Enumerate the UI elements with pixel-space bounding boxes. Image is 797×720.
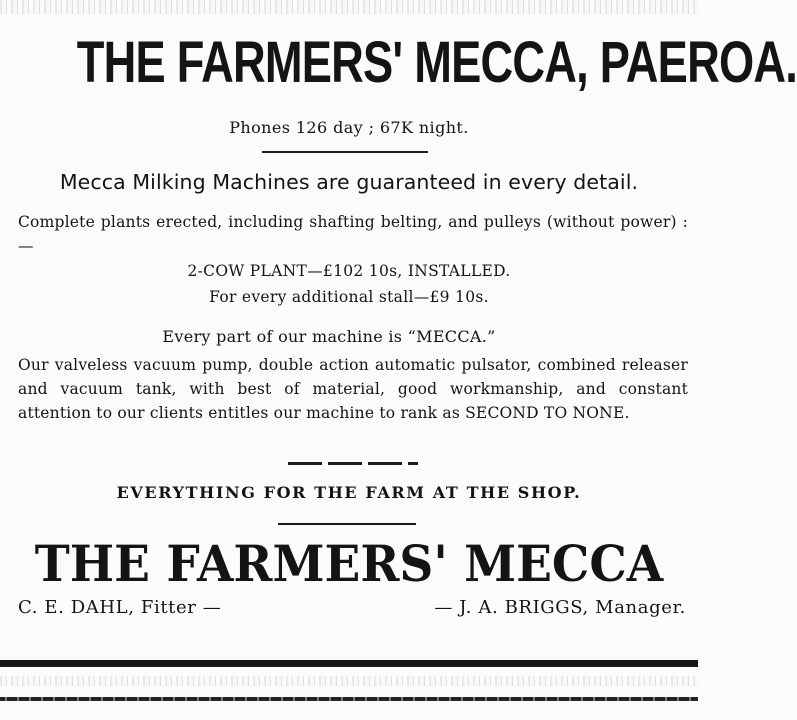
phone-numbers: Phones 126 day ; 67K night. <box>229 118 469 137</box>
divider-rule <box>262 151 428 153</box>
offer-line-1: 2-COW PLANT—£102 10s, INSTALLED. <box>187 262 511 280</box>
bottom-print-noise <box>0 676 698 686</box>
bottom-print-strip <box>0 697 698 701</box>
description-paragraph: Our valveless vacuum pump, double action automatic pulsator, combined releaser and vacuum tank, with best of material, good workmanship, and constant attention to our clients entitles our machine to rank as SECOND TO NONE. <box>18 356 688 422</box>
plants-paragraph: Complete plants erected, including shafting belting, and pulleys (without power) :— <box>18 213 688 255</box>
manager-signature: — J. A. BRIGGS, Manager. <box>434 597 686 618</box>
fitter-signature: C. E. DAHL, Fitter — <box>18 597 222 618</box>
divider-rule-2 <box>278 523 416 525</box>
subheadline: Mecca Milking Machines are guaranteed in every detail. <box>59 170 639 194</box>
headline: THE FARMERS' MECCA, PAEROA. <box>76 30 797 95</box>
offer-line-2: For every additional stall—£9 10s. <box>209 288 489 306</box>
shop-line: EVERYTHING FOR THE FARM AT THE SHOP. <box>116 483 582 502</box>
bottom-border-rule <box>0 660 698 667</box>
footer-name: THE FARMERS' MECCA <box>34 534 664 593</box>
dashed-divider <box>288 462 418 465</box>
top-print-noise <box>0 0 698 14</box>
mecca-line: Every part of our machine is “MECCA.” <box>162 327 496 346</box>
